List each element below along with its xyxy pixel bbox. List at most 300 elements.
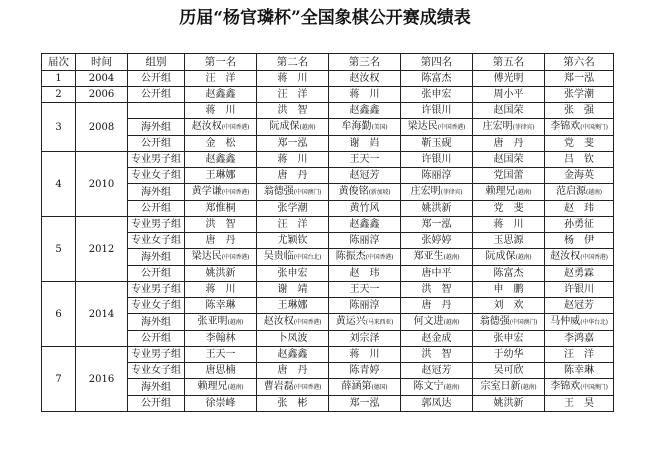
- place-cell: [545, 282, 614, 298]
- player-name: 陈富杰: [421, 73, 452, 84]
- player-name: 阮成保: [269, 121, 300, 132]
- player-name: 蒋 川: [493, 219, 524, 230]
- place-cell: [545, 379, 614, 396]
- player-name: 范启源: [556, 186, 587, 197]
- table-row: [42, 201, 614, 217]
- column-header: 届次: [42, 54, 76, 71]
- place-cell: [329, 233, 401, 249]
- player-region: (中国澳门): [580, 384, 608, 391]
- place-cell: [257, 201, 329, 217]
- player-name: 王琳娜: [277, 300, 308, 311]
- player-name: 靳玉砚: [421, 138, 452, 149]
- group-name: 海外组: [128, 184, 185, 201]
- player-name: 于幼华: [493, 349, 524, 360]
- place-cell: [257, 119, 329, 136]
- player-name: 唐 丹: [421, 300, 452, 311]
- group-name: 公开组: [128, 136, 185, 152]
- place-cell: [401, 152, 473, 168]
- place-cell: [401, 331, 473, 347]
- player-name: 谢 靖: [277, 284, 308, 295]
- player-name: 赖理兄: [197, 381, 228, 392]
- player-name: 赵汝权: [191, 121, 222, 132]
- place-cell: [401, 282, 473, 298]
- group-name: 公开组: [128, 87, 185, 103]
- place-cell: [545, 152, 614, 168]
- place-cell: [473, 266, 545, 282]
- place-cell: [257, 331, 329, 347]
- group-name: 海外组: [128, 379, 185, 396]
- group-name: 专业男子组: [128, 217, 185, 233]
- player-name: 陈丽淳: [349, 235, 380, 246]
- place-cell: [185, 217, 257, 233]
- table-row: [42, 396, 614, 412]
- player-name: 玉思源: [493, 235, 524, 246]
- player-name: 黄学谦: [191, 186, 222, 197]
- player-name: 尤颖钦: [277, 235, 308, 246]
- place-cell: [257, 87, 329, 103]
- place-cell: [185, 184, 257, 201]
- player-name: 赵冠芳: [421, 365, 452, 376]
- player-region: (中国香港): [580, 254, 608, 261]
- player-name: 陈丽淳: [349, 300, 380, 311]
- player-name: 赵汝权: [550, 251, 581, 262]
- place-cell: [257, 217, 329, 233]
- player-name: 张亚明: [197, 316, 228, 327]
- player-region: (中国香港): [221, 189, 250, 196]
- place-cell: [257, 136, 329, 152]
- place-cell: [401, 266, 473, 282]
- player-name: 庄宏明: [410, 186, 441, 197]
- place-cell: [185, 152, 257, 168]
- place-cell: [185, 201, 257, 217]
- place-cell: [545, 71, 614, 87]
- place-cell: [401, 233, 473, 249]
- player-name: 姚洪新: [493, 398, 524, 409]
- place-cell: [473, 249, 545, 266]
- table-row: [42, 87, 614, 103]
- player-region: (德国): [371, 384, 388, 391]
- player-region: (中国台北): [293, 254, 322, 261]
- place-cell: [545, 396, 614, 412]
- place-cell: [257, 314, 329, 331]
- place-cell: [401, 217, 473, 233]
- table-row: [42, 363, 614, 379]
- player-region: (越南): [227, 384, 244, 391]
- player-name: 汪 洋: [277, 219, 308, 230]
- group-name: 专业女子组: [128, 363, 185, 379]
- place-cell: [257, 233, 329, 249]
- place-cell: [545, 184, 614, 201]
- place-cell: [401, 363, 473, 379]
- player-name: 傅光明: [493, 73, 524, 84]
- player-region: (马来西亚): [365, 319, 394, 326]
- player-name: 姚洪新: [205, 268, 236, 279]
- edition-year: 2006: [76, 87, 128, 103]
- player-name: 唐 丹: [493, 138, 524, 149]
- column-header: 时间: [76, 54, 128, 71]
- edition-number: 7: [42, 347, 76, 412]
- table-row: [42, 184, 614, 201]
- player-name: 蒋 川: [349, 349, 380, 360]
- place-cell: [473, 314, 545, 331]
- player-name: 薛涵第: [341, 381, 372, 392]
- player-name: 刘宗泽: [349, 333, 380, 344]
- player-name: 张申宏: [277, 268, 308, 279]
- group-name: 专业女子组: [128, 168, 185, 184]
- place-cell: [401, 136, 473, 152]
- place-cell: [329, 314, 401, 331]
- player-name: 刘 欢: [493, 300, 524, 311]
- place-cell: [545, 119, 614, 136]
- player-name: 姚洪新: [421, 203, 452, 214]
- player-name: 赵汝权: [349, 73, 380, 84]
- player-name: 张申宏: [421, 89, 452, 100]
- place-cell: [257, 282, 329, 298]
- column-header: 第六名: [545, 54, 614, 71]
- place-cell: [329, 119, 401, 136]
- table-row: [42, 347, 614, 363]
- place-cell: [329, 298, 401, 314]
- player-name: 陈幸琳: [205, 300, 236, 311]
- player-region: (菲律宾): [440, 189, 463, 196]
- edition-year: 2014: [76, 282, 128, 347]
- player-name: 徐崇峰: [205, 398, 236, 409]
- player-region: (越南): [227, 319, 244, 326]
- player-region: (越南): [515, 254, 532, 261]
- player-name: 梁达民: [191, 251, 222, 262]
- player-name: 王天一: [349, 284, 380, 295]
- place-cell: [473, 331, 545, 347]
- player-region: (越南): [515, 189, 532, 196]
- player-name: 赵金成: [421, 333, 452, 344]
- place-cell: [329, 347, 401, 363]
- place-cell: [329, 363, 401, 379]
- player-name: 赵汝权: [263, 316, 294, 327]
- player-region: (中国澳门): [580, 124, 608, 131]
- place-cell: [329, 266, 401, 282]
- player-name: 王天一: [205, 349, 236, 360]
- place-cell: [329, 249, 401, 266]
- player-name: 吕 钦: [564, 154, 594, 165]
- player-name: 蒋 川: [205, 105, 236, 116]
- place-cell: [473, 119, 545, 136]
- player-name: 赵鑫鑫: [349, 219, 380, 230]
- player-name: 何文进: [413, 316, 444, 327]
- place-cell: [185, 396, 257, 412]
- player-region: (越南): [443, 254, 460, 261]
- player-name: 郑亚生: [413, 251, 444, 262]
- place-cell: [329, 87, 401, 103]
- place-cell: [401, 298, 473, 314]
- player-name: 汪 洋: [277, 89, 308, 100]
- player-name: 郑一泓: [277, 138, 308, 149]
- place-cell: [185, 379, 257, 396]
- player-name: 郑一泓: [421, 219, 452, 230]
- table-row: [42, 71, 614, 87]
- player-name: 赵国荣: [493, 105, 524, 116]
- page-title: 历届“杨官璘杯”全国象棋公开赛成绩表: [179, 8, 471, 28]
- player-name: 唐 丹: [277, 170, 308, 181]
- place-cell: [329, 379, 401, 396]
- player-name: 唐 丹: [277, 365, 308, 376]
- place-cell: [257, 249, 329, 266]
- place-cell: [185, 119, 257, 136]
- player-name: 洪 智: [205, 219, 236, 230]
- place-cell: [329, 396, 401, 412]
- player-name: 申 鹏: [493, 284, 524, 295]
- player-name: 卜凤波: [277, 333, 308, 344]
- header-row: [42, 54, 614, 71]
- player-name: 党 斐: [493, 203, 524, 214]
- edition-number: 5: [42, 217, 76, 282]
- edition-year: 2010: [76, 152, 128, 217]
- place-cell: [329, 71, 401, 87]
- player-name: 翁德强: [479, 316, 510, 327]
- player-name: 赵鑫鑫: [349, 105, 380, 116]
- place-cell: [473, 282, 545, 298]
- place-cell: [545, 314, 614, 331]
- table-row: [42, 233, 614, 249]
- player-name: 曹岩磊: [263, 381, 294, 392]
- player-name: 翁德强: [263, 186, 294, 197]
- table-row: [42, 298, 614, 314]
- place-cell: [185, 136, 257, 152]
- place-cell: [401, 184, 473, 201]
- player-name: 蒋 川: [277, 73, 308, 84]
- place-cell: [473, 152, 545, 168]
- place-cell: [401, 396, 473, 412]
- place-cell: [185, 282, 257, 298]
- place-cell: [401, 168, 473, 184]
- group-name: 专业男子组: [128, 152, 185, 168]
- player-name: 宗室日新: [480, 381, 521, 392]
- place-cell: [473, 71, 545, 87]
- player-name: 黄竹风: [349, 203, 380, 214]
- place-cell: [545, 217, 614, 233]
- player-name: 庄宏明: [482, 121, 513, 132]
- group-name: 公开组: [128, 331, 185, 347]
- player-name: 赖理兄: [485, 186, 516, 197]
- place-cell: [329, 168, 401, 184]
- group-name: 专业女子组: [128, 298, 185, 314]
- player-name: 李鸿嘉: [564, 333, 594, 344]
- place-cell: [473, 103, 545, 119]
- player-name: 赵鑫鑫: [205, 89, 236, 100]
- place-cell: [257, 298, 329, 314]
- group-name: 海外组: [128, 314, 185, 331]
- player-region: (菲律宾): [512, 124, 535, 131]
- group-name: 公开组: [128, 201, 185, 217]
- player-name: 陈青婷: [349, 365, 380, 376]
- place-cell: [329, 184, 401, 201]
- place-cell: [257, 103, 329, 119]
- player-name: 张学潮: [277, 203, 308, 214]
- player-region: (越南): [443, 384, 460, 391]
- player-region: (越南): [443, 319, 460, 326]
- place-cell: [401, 119, 473, 136]
- player-name: 郭凤达: [421, 398, 452, 409]
- player-name: 陈富杰: [493, 268, 524, 279]
- player-region: (中国香港): [221, 124, 250, 131]
- place-cell: [545, 233, 614, 249]
- place-cell: [545, 201, 614, 217]
- player-name: 阮成保: [485, 251, 516, 262]
- results-table: [41, 53, 614, 412]
- place-cell: [473, 379, 545, 396]
- player-name: 陈幸琳: [564, 365, 594, 376]
- edition-year: 2016: [76, 347, 128, 412]
- place-cell: [185, 233, 257, 249]
- player-name: 李翰林: [205, 333, 236, 344]
- player-name: 吴贵临: [263, 251, 294, 262]
- place-cell: [329, 217, 401, 233]
- group-name: 海外组: [128, 249, 185, 266]
- edition-year: 2004: [76, 71, 128, 87]
- place-cell: [473, 396, 545, 412]
- player-name: 蒋 川: [205, 284, 236, 295]
- place-cell: [329, 103, 401, 119]
- place-cell: [401, 103, 473, 119]
- player-name: 谢 岿: [349, 138, 380, 149]
- player-region: (中国香港): [437, 124, 466, 131]
- place-cell: [329, 201, 401, 217]
- place-cell: [545, 103, 614, 119]
- table-row: [42, 249, 614, 266]
- place-cell: [473, 184, 545, 201]
- player-name: 蒋 川: [277, 154, 308, 165]
- group-name: 专业男子组: [128, 347, 185, 363]
- place-cell: [185, 168, 257, 184]
- player-name: 梁达民: [407, 121, 438, 132]
- place-cell: [473, 363, 545, 379]
- place-cell: [473, 136, 545, 152]
- player-name: 汪 洋: [205, 73, 236, 84]
- player-name: 洪 智: [277, 105, 308, 116]
- place-cell: [473, 201, 545, 217]
- place-cell: [257, 71, 329, 87]
- table-row: [42, 282, 614, 298]
- place-cell: [185, 331, 257, 347]
- player-name: 赵冠芳: [349, 170, 380, 181]
- player-region: (中国香港): [365, 254, 394, 261]
- place-cell: [257, 168, 329, 184]
- place-cell: [257, 347, 329, 363]
- player-name: 郑一泓: [349, 398, 380, 409]
- player-region: (中国澳门): [293, 189, 322, 196]
- player-name: 洪 智: [421, 284, 452, 295]
- player-name: 牟海勤: [341, 121, 372, 132]
- place-cell: [545, 168, 614, 184]
- table-row: [42, 217, 614, 233]
- place-cell: [545, 87, 614, 103]
- player-name: 张 彬: [277, 398, 308, 409]
- table-row: [42, 168, 614, 184]
- edition-number: 1: [42, 71, 76, 87]
- player-name: 吴可欣: [493, 365, 524, 376]
- player-name: 唐中平: [421, 268, 452, 279]
- player-region: (越南): [586, 189, 602, 196]
- player-name: 郑一泓: [564, 73, 594, 84]
- player-region: (中华台北): [580, 319, 608, 326]
- player-region: (中国香港): [221, 254, 250, 261]
- group-name: 专业女子组: [128, 233, 185, 249]
- player-name: 赵国荣: [493, 154, 524, 165]
- place-cell: [329, 331, 401, 347]
- place-cell: [185, 314, 257, 331]
- table-row: [42, 379, 614, 396]
- place-cell: [185, 249, 257, 266]
- player-name: 王天一: [349, 154, 380, 165]
- table-row: [42, 136, 614, 152]
- place-cell: [401, 201, 473, 217]
- place-cell: [545, 249, 614, 266]
- place-cell: [401, 87, 473, 103]
- place-cell: [545, 331, 614, 347]
- player-name: 杨 伊: [564, 235, 594, 246]
- table-row: [42, 103, 614, 119]
- group-name: 公开组: [128, 396, 185, 412]
- place-cell: [185, 103, 257, 119]
- player-name: 郑惟桐: [205, 203, 236, 214]
- player-name: 汪 洋: [564, 349, 594, 360]
- player-name: 唐思楠: [205, 365, 236, 376]
- place-cell: [545, 266, 614, 282]
- edition-year: 2008: [76, 103, 128, 152]
- place-cell: [473, 298, 545, 314]
- player-name: 孙勇征: [564, 219, 594, 230]
- place-cell: [185, 71, 257, 87]
- player-region: (越南): [520, 384, 537, 391]
- player-name: 赵 玮: [564, 203, 594, 214]
- player-name: 蒋 川: [349, 89, 380, 100]
- place-cell: [185, 347, 257, 363]
- player-name: 赵勇霖: [564, 268, 594, 279]
- column-header: 第二名: [257, 54, 329, 71]
- place-cell: [401, 347, 473, 363]
- player-region: (中国澳门): [509, 319, 538, 326]
- player-region: (中国香港): [293, 319, 322, 326]
- player-name: 张婷婷: [421, 235, 452, 246]
- group-name: 专业男子组: [128, 282, 185, 298]
- player-name: 王 昊: [564, 398, 594, 409]
- player-name: 许银川: [564, 284, 594, 295]
- column-header: 第三名: [329, 54, 401, 71]
- player-name: 李锦欢: [550, 121, 581, 132]
- table-row: [42, 314, 614, 331]
- place-cell: [401, 71, 473, 87]
- place-cell: [473, 347, 545, 363]
- player-name: 黄运兴: [335, 316, 366, 327]
- player-name: 周小平: [493, 89, 524, 100]
- player-region: (新加坡): [368, 189, 391, 196]
- place-cell: [401, 314, 473, 331]
- player-name: 黄俊铭: [338, 186, 369, 197]
- group-name: 公开组: [128, 71, 185, 87]
- place-cell: [185, 87, 257, 103]
- player-name: 赵冠芳: [564, 300, 594, 311]
- table-row: [42, 266, 614, 282]
- edition-number: 4: [42, 152, 76, 217]
- group-name: [128, 103, 185, 119]
- player-region: (美国): [371, 124, 388, 131]
- player-name: 赵鑫鑫: [205, 154, 236, 165]
- place-cell: [473, 168, 545, 184]
- player-name: 赵鑫鑫: [277, 349, 308, 360]
- player-name: 陈文宁: [413, 381, 444, 392]
- place-cell: [257, 363, 329, 379]
- place-cell: [329, 282, 401, 298]
- place-cell: [257, 396, 329, 412]
